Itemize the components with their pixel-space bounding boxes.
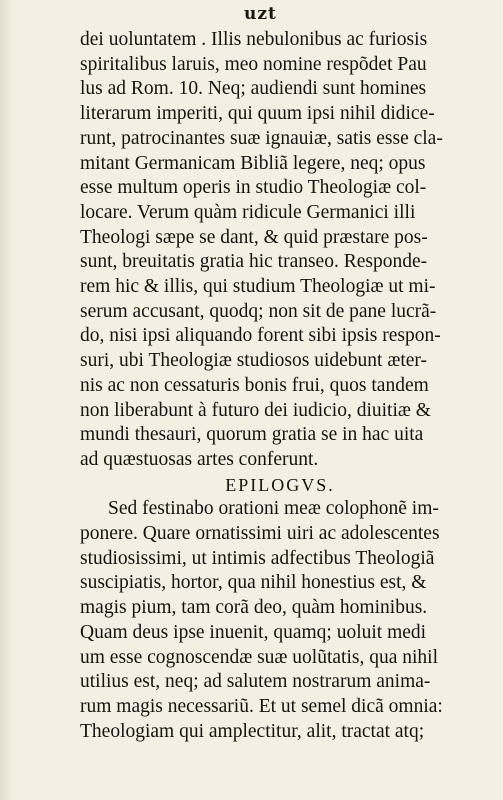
text-line: runt, patrocinantes suæ ignauiæ, satis esse cla-: [80, 127, 443, 149]
text-line: lus ad Rom. 10. Neq; audiendi sunt homines: [80, 78, 427, 100]
text-line: serum accusant, quodq; non sit de pane lucrã-: [80, 300, 437, 322]
text-line: locare. Verum quàm ridicule Germanici illi: [80, 201, 416, 223]
text-line: suri, ubi Theologiæ studiosos uidebunt æter-: [80, 350, 427, 372]
text-line: um esse cognoscendæ suæ uolũtatis, qua nihil: [80, 646, 439, 668]
text-block: [80, 28, 480, 744]
text-line: mundi thesauri, quorum gratia se in hac uita: [80, 424, 424, 446]
text-line: rem hic & illis, qui studium Theologiæ ut mi-: [80, 276, 436, 298]
text-line: non liberabunt à futuro dei iudicio, diuitiæ &: [80, 399, 431, 421]
text-line: Quam deus ipse inuenit, quamq; uoluit medi: [80, 621, 427, 643]
text-line: mitant Germanicam Bibliã legere, neq; opus: [80, 152, 426, 174]
text-line: utilius est, neq; ad salutem nostrarum anima-: [80, 671, 431, 693]
text-line: Theologi sæpe se dant, & quid præstare pos-: [80, 226, 428, 248]
text-line: ad quæstuosas artes conferunt.: [80, 448, 319, 470]
text-line: suscipiatis, hortor, qua nihil honestius est, &: [80, 572, 427, 594]
text-line: do, nisi ipsi aliquando forent sibi ipsis respon-: [80, 325, 441, 347]
text-line: esse multum operis in studio Theologiæ col-: [80, 177, 427, 199]
text-line: sunt, breuitatis gratia hic transeo. Responde-: [80, 251, 428, 273]
text-line: spiritalibus laruis, meo nomine respõdet Pau: [80, 53, 427, 75]
text-line: magis pium, tam corã deo, quàm hominibus.: [80, 597, 428, 619]
text-line: Sed festinabo orationi meæ colophonẽ im-: [108, 498, 439, 520]
text-line: Theologiam qui amplectitur, alit, tractat atq;: [80, 720, 425, 742]
text-line: rum magis necessariũ. Et ut semel dicã omnia:: [80, 695, 443, 717]
page-gutter-shadow: [0, 0, 14, 800]
page-folio: uzt: [244, 4, 277, 24]
section-heading: EPILOGVS.: [225, 474, 335, 495]
text-line: nis ac non cessaturis bonis frui, quos tandem: [80, 374, 429, 396]
text-line: dei uoluntatem . Illis nebulonibus ac furiosis: [80, 29, 428, 50]
text-line: ponere. Quare ornatissimi uiri ac adolescentes: [80, 523, 440, 545]
text-line: literarum imperiti, qui quum ipsi nihil didice-: [80, 103, 435, 125]
text-line: studiosissimi, ut intimis adfectibus Theologiã: [80, 547, 435, 569]
